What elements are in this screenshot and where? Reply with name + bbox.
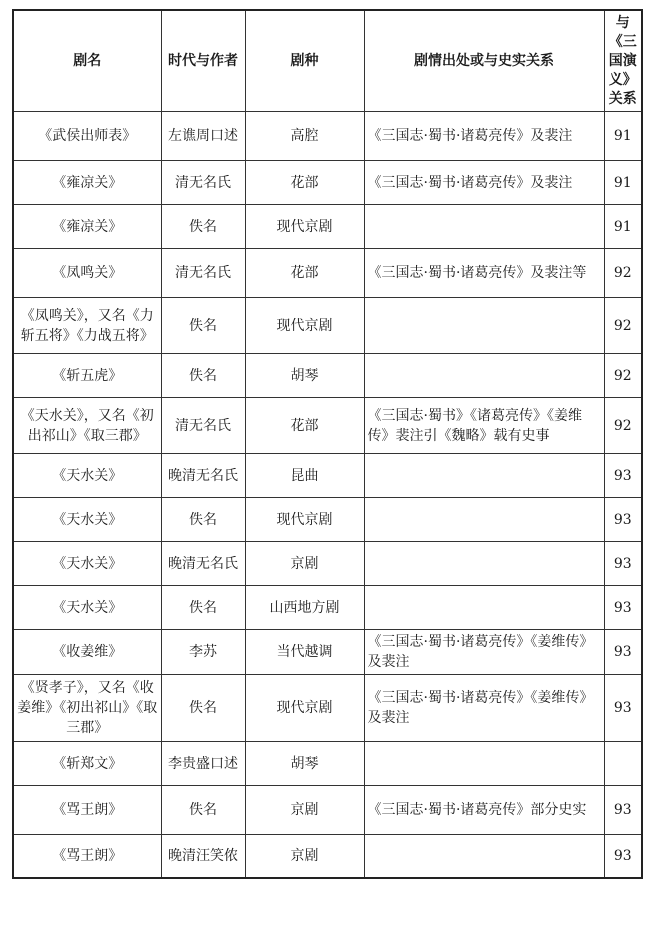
cell-source: 《三国志·蜀书·诸葛亮传》《姜维传》及裴注: [364, 630, 604, 675]
table-row: [13, 786, 642, 835]
cell-genre: 京剧: [245, 786, 364, 835]
table-row: [13, 454, 642, 498]
cell-era-author: 佚名: [161, 498, 245, 542]
cell-source: 《三国志·蜀书·诸葛亮传》部分史实: [364, 786, 604, 835]
cell-genre: 花部: [245, 161, 364, 205]
header-genre: 剧种: [245, 10, 364, 112]
cell-play-name: 《收姜维》: [13, 630, 161, 675]
cell-relation: 93: [604, 630, 642, 675]
cell-source: 《三国志·蜀书·诸葛亮传》及裴注: [364, 161, 604, 205]
cell-play-name: 《骂王朗》: [13, 835, 161, 878]
cell-genre: 现代京剧: [245, 675, 364, 742]
cell-era-author: 佚名: [161, 354, 245, 398]
cell-play-name: 《雍凉关》: [13, 161, 161, 205]
cell-relation: 91: [604, 205, 642, 249]
table-row: [13, 498, 642, 542]
cell-era-author: 李苏: [161, 630, 245, 675]
cell-relation: 93: [604, 498, 642, 542]
cell-play-name: 《骂王朗》: [13, 786, 161, 835]
cell-relation: 93: [604, 586, 642, 630]
header-source: 剧情出处或与史实关系: [364, 10, 604, 112]
cell-era-author: 佚名: [161, 786, 245, 835]
table-body: [13, 112, 642, 878]
cell-era-author: 左谯周口述: [161, 112, 245, 161]
cell-source: [364, 742, 604, 786]
cell-genre: 昆曲: [245, 454, 364, 498]
cell-play-name: 《天水关》: [13, 586, 161, 630]
cell-relation: 92: [604, 298, 642, 354]
drama-table-container: [12, 9, 641, 879]
cell-relation: 92: [604, 398, 642, 454]
header-row: [13, 10, 642, 112]
cell-source: [364, 205, 604, 249]
cell-relation: 92: [604, 249, 642, 298]
cell-relation: 93: [604, 786, 642, 835]
table-row: [13, 249, 642, 298]
table-row: [13, 742, 642, 786]
table-row: [13, 161, 642, 205]
cell-source: 《三国志·蜀书·诸葛亮传》及裴注: [364, 112, 604, 161]
cell-genre: 高腔: [245, 112, 364, 161]
cell-era-author: 晚清无名氏: [161, 542, 245, 586]
cell-play-name: 《雍凉关》: [13, 205, 161, 249]
cell-era-author: 佚名: [161, 586, 245, 630]
header-play-name: 剧名: [13, 10, 161, 112]
cell-source: [364, 498, 604, 542]
cell-genre: 花部: [245, 398, 364, 454]
cell-genre: 京剧: [245, 542, 364, 586]
cell-play-name: 《天水关》: [13, 542, 161, 586]
table-row: [13, 542, 642, 586]
cell-relation: 91: [604, 161, 642, 205]
cell-relation: [604, 742, 642, 786]
cell-era-author: 清无名氏: [161, 249, 245, 298]
table-row: [13, 398, 642, 454]
header-relation: 与《三国演义》关系: [604, 10, 642, 112]
cell-source: [364, 542, 604, 586]
cell-play-name: 《贤孝子》，又名《收姜维》《初出祁山》《取三郡》: [13, 675, 161, 742]
cell-source: 《三国志·蜀书·诸葛亮传》及裴注等: [364, 249, 604, 298]
cell-genre: 胡琴: [245, 742, 364, 786]
table-row: [13, 630, 642, 675]
table-row: [13, 675, 642, 742]
cell-era-author: 佚名: [161, 298, 245, 354]
cell-genre: 山西地方剧: [245, 586, 364, 630]
cell-relation: 92: [604, 354, 642, 398]
table-row: [13, 112, 642, 161]
cell-play-name: 《武侯出师表》: [13, 112, 161, 161]
cell-source: 《三国志·蜀书·诸葛亮传》《姜维传》及裴注: [364, 675, 604, 742]
cell-source: [364, 454, 604, 498]
cell-era-author: 佚名: [161, 205, 245, 249]
drama-table: [12, 9, 643, 879]
cell-source: [364, 354, 604, 398]
cell-era-author: 晚清无名氏: [161, 454, 245, 498]
cell-era-author: 晚清汪笑侬: [161, 835, 245, 878]
cell-relation: 91: [604, 112, 642, 161]
cell-genre: 花部: [245, 249, 364, 298]
cell-era-author: 李贵盛口述: [161, 742, 245, 786]
cell-play-name: 《天水关》: [13, 498, 161, 542]
table-row: [13, 354, 642, 398]
cell-genre: 当代越调: [245, 630, 364, 675]
cell-source: [364, 298, 604, 354]
cell-genre: 现代京剧: [245, 498, 364, 542]
cell-play-name: 《凤鸣关》，又名《力斩五将》《力战五将》: [13, 298, 161, 354]
cell-play-name: 《斩五虎》: [13, 354, 161, 398]
cell-era-author: 佚名: [161, 675, 245, 742]
cell-source: 《三国志·蜀书》《诸葛亮传》《姜维传》裴注引《魏略》载有史事: [364, 398, 604, 454]
table-row: [13, 298, 642, 354]
cell-play-name: 《凤鸣关》: [13, 249, 161, 298]
table-row: [13, 586, 642, 630]
cell-source: [364, 586, 604, 630]
header-era-author: 时代与作者: [161, 10, 245, 112]
cell-relation: 93: [604, 542, 642, 586]
cell-genre: 现代京剧: [245, 298, 364, 354]
cell-relation: 93: [604, 835, 642, 878]
cell-genre: 现代京剧: [245, 205, 364, 249]
cell-era-author: 清无名氏: [161, 398, 245, 454]
cell-play-name: 《天水关》，又名《初出祁山》《取三郡》: [13, 398, 161, 454]
cell-play-name: 《斩郑文》: [13, 742, 161, 786]
cell-genre: 胡琴: [245, 354, 364, 398]
cell-relation: 93: [604, 675, 642, 742]
cell-relation: 93: [604, 454, 642, 498]
cell-play-name: 《天水关》: [13, 454, 161, 498]
cell-era-author: 清无名氏: [161, 161, 245, 205]
cell-source: [364, 835, 604, 878]
cell-genre: 京剧: [245, 835, 364, 878]
table-row: [13, 835, 642, 878]
table-row: [13, 205, 642, 249]
